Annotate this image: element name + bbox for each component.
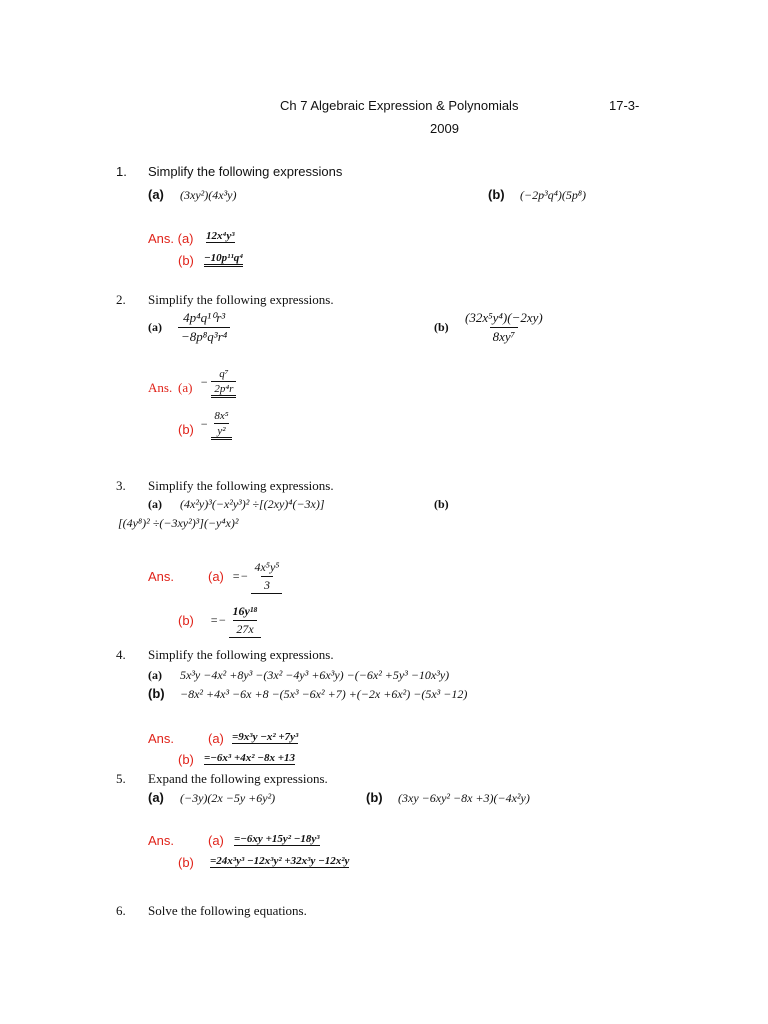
q4-answer-label: Ans. xyxy=(148,731,175,746)
q3-answer-b-denominator: 27x xyxy=(233,620,256,637)
q3-a-expression: (4x²y)³(−x²y³)² ÷[(2xy)⁴(−3x)] xyxy=(180,497,325,511)
q2-b-denominator: 8xy⁷ xyxy=(490,327,519,345)
q4-b-label: (b) xyxy=(148,686,165,701)
q2-b-fraction xyxy=(462,310,546,345)
q2-answer-a-denominator: 2p⁴r xyxy=(211,381,236,395)
q5-answer-a-label: (a) xyxy=(208,833,224,848)
q3-b-label: (b) xyxy=(434,497,449,511)
q6-prompt: Solve the following equations. xyxy=(148,903,307,918)
q2-answer-a xyxy=(200,368,236,398)
q5-a-label: (a) xyxy=(148,790,164,805)
q1-a-expression: (3xy²)(4x³y) xyxy=(180,188,237,202)
q3-answer-label: Ans. xyxy=(148,569,175,584)
q5-prompt: Expand the following expressions. xyxy=(148,771,328,786)
q2-answer-b-numerator: 8x⁵ xyxy=(214,410,229,422)
q5-a-expression: (−3y)(2x −5y +6y²) xyxy=(180,791,276,805)
q2-answer-b-label: (b) xyxy=(178,422,194,437)
q4-a-expression: 5x³y −4x² +8y³ −(3x² −4y³ +6x³y) −(−6x² +5y³ −10x³y) xyxy=(180,668,450,682)
q2-answer-a-label: (a) xyxy=(178,380,193,395)
q2-answer-b-denominator: y² xyxy=(214,423,228,437)
q4-answer-a: =9x³y −x² +7y³ xyxy=(232,731,299,743)
q5-b-label: (b) xyxy=(366,790,383,805)
q2-a-numerator: 4p⁴q¹⁰r³ xyxy=(183,310,226,325)
q3-answer-b-sign: =− xyxy=(210,612,227,627)
q4-b-expression: −8x² +4x³ −6x +8 −(5x³ −6x² +7) +(−2x +6x²) −(5x³ −12) xyxy=(180,687,468,701)
date-part2: 2009 xyxy=(430,121,459,136)
q3-answer-a xyxy=(232,560,282,594)
date-part1: 17-3- xyxy=(609,98,640,113)
q5-answer-b: =24x³y³ −12x³y² +32x³y −12x²y xyxy=(210,855,350,867)
q3-answer-b-label: (b) xyxy=(178,613,194,628)
q3-prompt: Simplify the following expressions. xyxy=(148,478,334,493)
q5-b-expression: (3xy −6xy² −8x +3)(−4x²y) xyxy=(398,791,530,805)
q5-answer-a: =−6xy +15y² −18y³ xyxy=(234,833,320,845)
q1-b-label: (b) xyxy=(488,187,505,202)
q5-answer-b-label: (b) xyxy=(178,855,194,870)
q2-b-label: (b) xyxy=(434,320,449,334)
q1-a-label: (a) xyxy=(148,187,164,202)
q5-answer-label: Ans. xyxy=(148,833,175,848)
q2-a-fraction xyxy=(178,310,230,345)
q2-answer-a-numerator: q⁷ xyxy=(219,368,229,380)
q6-number: 6. xyxy=(116,903,126,918)
q1-answer-label: Ans. (a) xyxy=(148,231,194,246)
q1-b-expression: (−2p³q⁴)(5p⁸) xyxy=(520,188,587,202)
q2-a-denominator: −8p⁸q³r⁴ xyxy=(178,327,230,345)
q3-answer-a-denominator: 3 xyxy=(261,576,273,593)
q1-prompt: Simplify the following expressions xyxy=(148,164,343,179)
q5-number: 5. xyxy=(116,771,126,786)
q4-a-label: (a) xyxy=(148,668,162,682)
q2-answer-b-sign: − xyxy=(200,416,209,431)
q1-answer-b-label: (b) xyxy=(178,253,194,268)
q2-b-numerator: (32x⁵y⁴)(−2xy) xyxy=(465,310,543,325)
q4-number: 4. xyxy=(116,647,126,662)
q2-a-label: (a) xyxy=(148,320,162,334)
q3-answer-b-numerator: 16y¹⁸ xyxy=(232,604,258,618)
q3-number: 3. xyxy=(116,478,126,493)
q3-a-label: (a) xyxy=(148,497,162,511)
q2-answer-label: Ans. xyxy=(148,380,173,395)
q4-answer-b-label: (b) xyxy=(178,752,194,767)
q1-answer-b: −10p¹¹q⁴ xyxy=(204,252,243,267)
q2-answer-a-sign: − xyxy=(200,374,209,389)
q4-answer-b: =−6x³ +4x² −8x +13 xyxy=(204,752,295,764)
q1-number: 1. xyxy=(116,164,127,179)
q4-prompt: Simplify the following expressions. xyxy=(148,647,334,662)
q3-answer-a-numerator: 4x⁵y⁵ xyxy=(254,560,280,574)
q1-answer-a: 12x⁴y³ xyxy=(206,230,235,242)
q3-answer-b xyxy=(210,604,261,638)
q3-b-expression: [(4y⁸)² ÷(−3xy²)³](−y⁴x)² xyxy=(118,516,239,530)
page-title: Ch 7 Algebraic Expression & Polynomials xyxy=(280,98,519,113)
q2-answer-b xyxy=(200,410,232,440)
q3-answer-a-sign: =− xyxy=(232,568,249,583)
q2-number: 2. xyxy=(116,292,126,307)
q3-answer-a-label: (a) xyxy=(208,569,224,584)
q4-answer-a-label: (a) xyxy=(208,731,224,746)
q2-prompt: Simplify the following expressions. xyxy=(148,292,334,307)
